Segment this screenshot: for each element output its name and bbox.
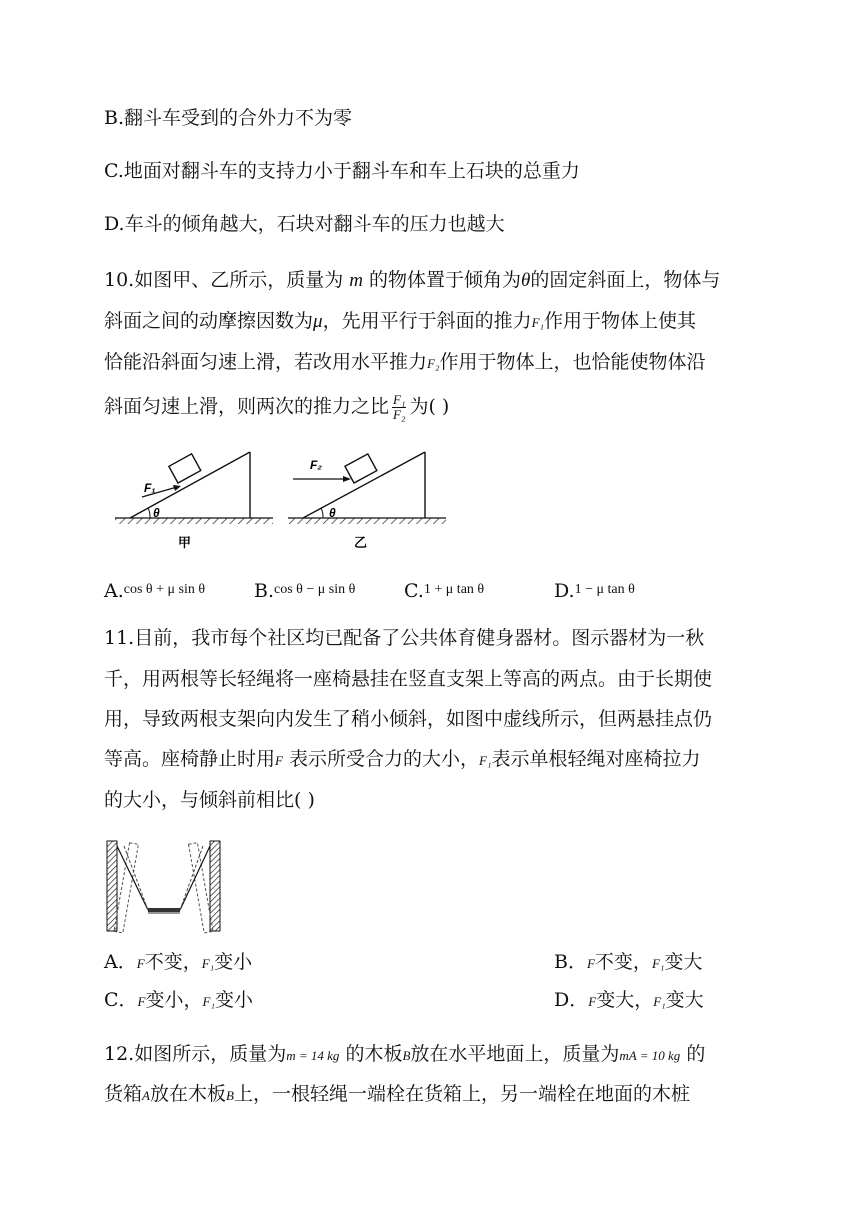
option-expr: 1 − μ tan θ bbox=[574, 582, 635, 597]
q10-option-c bbox=[404, 578, 484, 603]
q10-f1-symbol: F₁ bbox=[531, 315, 545, 330]
q9-option-d: D.车斗的倾角越大，石块对翻斗车的压力也越大 bbox=[104, 213, 505, 235]
q12-text: 货箱 bbox=[104, 1083, 143, 1105]
option-label: A. bbox=[104, 580, 124, 602]
option-f-symbol: F bbox=[136, 956, 145, 971]
option-f-symbol: F bbox=[586, 956, 595, 971]
option-expr: 1 + μ tan θ bbox=[423, 582, 485, 597]
label-theta-jia: θ bbox=[153, 506, 160, 520]
q10-ratio-numerator: F₁ bbox=[393, 392, 406, 407]
q10-text: 恰能沿斜面匀速上滑，若改用水平推力 bbox=[104, 351, 428, 373]
q12-text: 放在木板 bbox=[149, 1083, 226, 1105]
option-f1-symbol: F₁ bbox=[653, 994, 666, 1009]
q12-line-2 bbox=[104, 1082, 690, 1108]
q11-line-1: 11.目前，我市每个社区均已配备了公共体育健身器材。图示器材为一秋 bbox=[104, 627, 705, 649]
option-text: 变大， bbox=[596, 989, 654, 1011]
q12-b-symbol: B bbox=[402, 1048, 411, 1063]
q10-option-b bbox=[254, 578, 355, 603]
q11-text: 表示所受合力的大小， bbox=[282, 748, 480, 770]
q12-text: 12.如图所示，质量为 bbox=[104, 1043, 287, 1065]
option-text: 不变， bbox=[144, 951, 202, 973]
option-text: 变小 bbox=[214, 951, 253, 973]
q10-text: 斜面之间的动摩擦因数为 bbox=[104, 310, 314, 332]
q12-line-1 bbox=[104, 1042, 705, 1068]
q11-option-d bbox=[554, 988, 704, 1014]
q10-line-1 bbox=[104, 268, 720, 293]
q10-text: 为( ) bbox=[409, 395, 450, 418]
q10-text: ，先用平行于斜面的推力 bbox=[322, 310, 532, 332]
q10-option-d bbox=[554, 578, 635, 603]
q10-incline-figure bbox=[110, 448, 450, 558]
option-text: 变大 bbox=[665, 989, 704, 1011]
label-f2: F₂ bbox=[310, 458, 322, 472]
q10-text: 的固定斜面上，物体与 bbox=[530, 269, 721, 291]
q10-f2-symbol: F₂ bbox=[427, 356, 440, 371]
q10-theta-symbol: θ bbox=[521, 270, 531, 291]
q12-mass-a: mA = 10 kg bbox=[619, 1048, 681, 1063]
option-f1-symbol: F₁ bbox=[202, 994, 215, 1009]
q11-line-5: 的大小，与倾斜前相比( ) bbox=[104, 789, 315, 811]
q12-b-symbol: B bbox=[225, 1088, 234, 1103]
q12-mass-b: m = 14 kg bbox=[286, 1048, 340, 1063]
q12-a-symbol: A bbox=[142, 1088, 150, 1103]
option-expr: cos θ − μ sin θ bbox=[274, 582, 356, 597]
q10-line-2 bbox=[104, 309, 696, 335]
q12-text: 的木板 bbox=[339, 1043, 403, 1065]
option-f-symbol: F bbox=[588, 994, 597, 1009]
q12-text: 上，一根轻绳一端栓在货箱上，另一端栓在地面的木桩 bbox=[233, 1083, 690, 1105]
q11-f-symbol: F bbox=[275, 753, 283, 768]
q11-text: 表示单根轻绳对座椅拉力 bbox=[491, 748, 701, 770]
q11-line-4 bbox=[104, 747, 701, 773]
q10-text: 的物体置于倾角为 bbox=[363, 269, 522, 291]
q11-option-b bbox=[554, 950, 702, 976]
figure-yi bbox=[288, 452, 446, 550]
q10-text: 10.如图甲、乙所示，质量为 bbox=[104, 269, 350, 291]
q11-option-c bbox=[104, 988, 253, 1014]
option-label: B． bbox=[554, 951, 587, 973]
option-label: B. bbox=[254, 580, 275, 602]
option-text: 变小， bbox=[145, 989, 203, 1011]
q12-text: 放在水平地面上，质量为 bbox=[410, 1043, 620, 1065]
option-label: D． bbox=[554, 989, 589, 1011]
option-label: C． bbox=[104, 989, 138, 1011]
q10-force-ratio bbox=[392, 393, 406, 422]
option-f-symbol: F bbox=[137, 994, 146, 1009]
figure-jia bbox=[115, 452, 273, 550]
q11-option-a bbox=[104, 950, 252, 976]
q11-swing-figure bbox=[104, 838, 224, 934]
label-f1: F₁ bbox=[144, 481, 156, 495]
q10-line-3 bbox=[104, 350, 706, 376]
q11-text: 等高。座椅静止时用 bbox=[104, 748, 276, 770]
q11-f1-symbol: F₁ bbox=[479, 753, 492, 768]
q11-line-3: 用，导致两根支架向内发生了稍小倾斜，如图中虚线所示，但两悬挂点仍 bbox=[104, 708, 713, 730]
option-label: C. bbox=[404, 580, 424, 602]
option-text: 变大 bbox=[664, 951, 703, 973]
q10-text: 作用于物体上使其 bbox=[544, 310, 697, 332]
option-text: 变小 bbox=[214, 989, 253, 1011]
option-label: D. bbox=[554, 580, 575, 602]
option-f1-symbol: F₁ bbox=[201, 956, 215, 971]
q10-ratio-denominator: F₂ bbox=[393, 407, 406, 422]
option-expr: cos θ + μ sin θ bbox=[123, 582, 206, 597]
option-label: A． bbox=[104, 951, 137, 973]
q10-option-a bbox=[104, 578, 205, 603]
q10-text: 作用于物体上，也恰能使物体沿 bbox=[439, 351, 706, 373]
q11-line-2: 千，用两根等长轻绳将一座椅悬挂在竖直支架上等高的两点。由于长期使 bbox=[104, 668, 713, 690]
caption-jia: 甲 bbox=[178, 535, 192, 550]
label-theta-yi: θ bbox=[329, 506, 336, 520]
q9-option-c: C.地面对翻斗车的支持力小于翻斗车和车上石块的总重力 bbox=[104, 160, 580, 182]
q12-text: 的 bbox=[680, 1043, 706, 1065]
option-f1-symbol: F₁ bbox=[651, 956, 665, 971]
option-text: 不变， bbox=[594, 951, 652, 973]
q10-line-4 bbox=[104, 393, 449, 422]
q10-mass-symbol: m bbox=[349, 270, 363, 291]
caption-yi: 乙 bbox=[354, 535, 368, 550]
q9-option-b: B.翻斗车受到的合外力不为零 bbox=[104, 107, 353, 129]
q10-text: 斜面匀速上滑，则两次的推力之比 bbox=[104, 395, 390, 418]
q10-mu-symbol: μ bbox=[313, 311, 323, 332]
